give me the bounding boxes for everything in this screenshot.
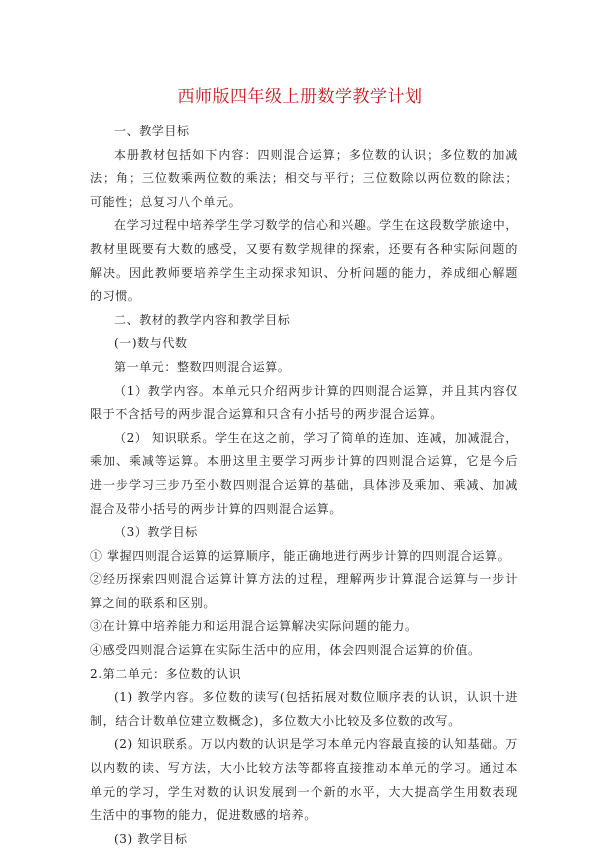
heading-teaching-goals: 一、教学目标: [114, 124, 190, 138]
subheading-number-algebra: (一)数与代数: [114, 336, 188, 351]
paragraph: 在学习过程中培养学生学习数学的信心和兴趣。学生在这段数学旅途中，教材里既要有大数的感受，又要有数学规律的探索，还要有各种实际问题的解决。因此教师要培养学生主动探求知识、分析问题的能力，养成细心解题的习惯。: [90, 218, 518, 304]
goal-item: ① 掌握四则混合运算的运算顺序，能正确地进行两步计算的四则混合运算。: [90, 548, 511, 563]
paragraph: (2) 知识联系。万以内数的认识是学习本单元内容最直接的认知基础。万以内数的读、写方法，大小比较方法等都将直接推动本单元的学习。通过本单元的学习，学生对数的认识发展到一个新的水平，大大提高学生用数表现生活中的事物的能力，促进数感的培养。: [90, 737, 518, 823]
goal-item: ④感受四则混合运算在实际生活中的应用，体会四则混合运算的价值。: [90, 643, 481, 658]
paragraph: (1) 教学内容。多位数的读写(包括拓展对数位顺序表的认识，认识十进制，结合计数单位建立数概念)，多位数大小比较及多位数的改写。: [90, 690, 518, 728]
paragraph: 本册教材包括如下内容：四则混合运算；多位数的认识；多位数的加减法；角；三位数乘两位数的乘法；相交与平行；三位数除以两位数的除法；可能性；总复习八个单元。: [90, 147, 518, 209]
subheading: （3）教学目标: [114, 525, 198, 540]
subheading: (3) 教学目标: [114, 831, 188, 846]
heading-content-and-goals: 二、教材的教学内容和教学目标: [114, 312, 291, 327]
unit-heading: 2.第二单元：多位数的认识: [90, 666, 242, 681]
goal-item: ②经历探索四则混合运算计算方法的过程，理解两步计算混合运算与一步计算之间的联系和区别。: [90, 572, 518, 610]
paragraph: （1）教学内容。本单元只介绍两步计算的四则混合运算，并且其内容仅限于不含括号的两步混合运算和只含有小括号的两步混合运算。: [90, 383, 518, 422]
paragraph: （2） 知识联系。学生在这之前，学习了简单的连加、连减，加减混合，乘加、乘减等运算。本册这里主要学习两步计算的四则混合运算，它是今后进一步学习三步乃至小数四则混合运算的基础，具体涉及乘加、乘减、加减混合及带小括号的两步计算的四则混合运算。: [90, 430, 518, 516]
document-title: 西师版四年级上册数学教学计划: [177, 87, 423, 107]
unit-heading: 第一单元：整数四则混合运算。: [114, 359, 291, 374]
goal-item: ③在计算中培养能力和运用混合运算解决实际问题的能力。: [90, 619, 418, 634]
document-body: [90, 120, 518, 851]
